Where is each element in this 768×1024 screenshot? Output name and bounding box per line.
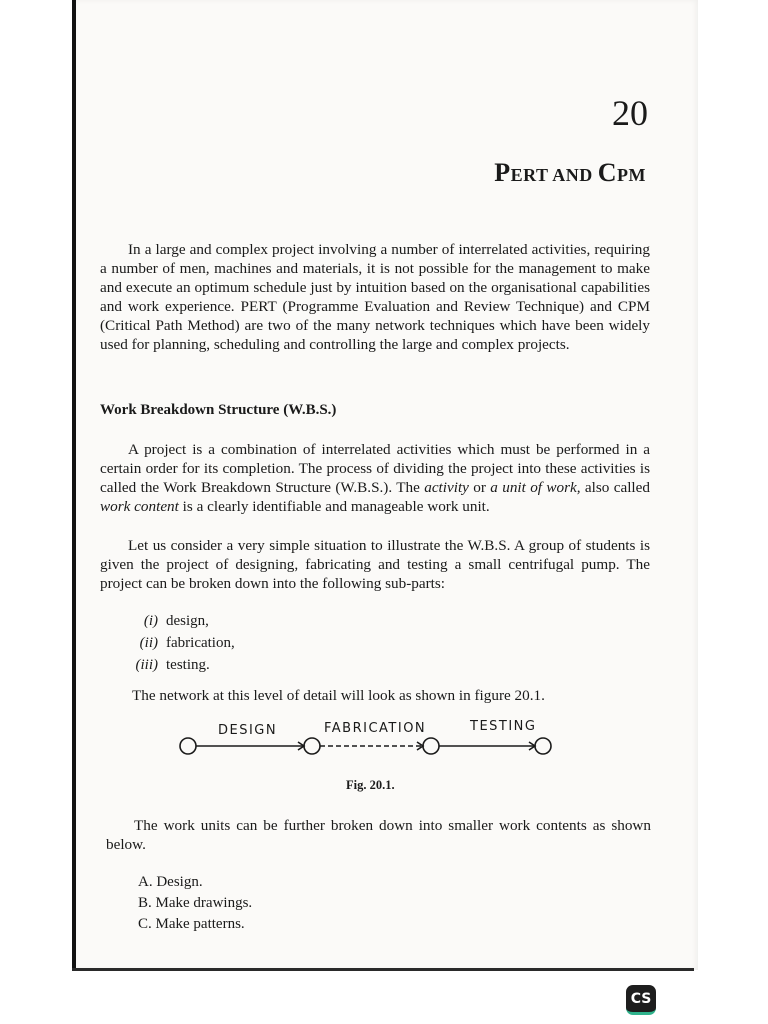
work-contents-text: The work units can be further broken down into smaller work contents as shown below. [106, 817, 651, 853]
figure-caption: Fig. 20.1. [346, 778, 395, 792]
subparts-list [128, 610, 235, 676]
list-item-number: (ii) [139, 635, 158, 651]
chapter-title-pm: PM [617, 165, 646, 185]
wbs-text-b: or [468, 479, 491, 496]
activity-label-testing: TESTING [470, 719, 537, 734]
chapter-title-rest: ERT AND [510, 165, 598, 185]
activity-label-design: DESIGN [218, 723, 278, 738]
list-item [138, 872, 252, 893]
list-item-label: Make patterns. [155, 916, 245, 932]
network-diagram [176, 708, 566, 758]
chapter-title [494, 158, 646, 188]
list-item [128, 610, 235, 632]
wbs-em-content: work content [100, 498, 179, 515]
list-item-number: (iii) [135, 657, 158, 673]
network-node [423, 738, 439, 754]
section-heading: Work Breakdown Structure (W.B.S.) [100, 402, 337, 418]
example-text: Let us consider a very simple situation to illustrate the W.B.S. A group of students is given the project of designing, fabricating and testing a small centrifugal pump. The project can be broken down into the following sub-parts: [100, 537, 650, 592]
work-contents-list [138, 872, 252, 935]
list-item [138, 893, 252, 914]
intro-text: In a large and complex project involving a number of interrelated activities, requiring a number of men, machines and materials, it is not possible for the management to make and execute an optimum schedule just by intuition based on the organisational capabilities and work experience. PERT (Programme Evaluation and Review Technique) and CPM (Critical Path Method) are two of the many network techniques which have been widely used for planning, scheduling and controlling the large and complex projects. [100, 241, 650, 353]
list-item-label: testing. [166, 657, 210, 673]
list-item-label: design, [166, 613, 209, 629]
list-item-label: fabrication, [166, 635, 235, 651]
wbs-paragraph [100, 440, 650, 516]
wbs-em-unit: a unit of work, [490, 479, 581, 496]
network-sentence: The network at this level of detail will look as shown in figure 20.1. [132, 687, 545, 704]
page-bottom-edge [72, 968, 694, 971]
camscanner-logo-icon: CS [626, 985, 656, 1015]
list-item [138, 914, 252, 935]
chapter-title-initial: P [494, 158, 511, 187]
list-item-letter: C. [138, 916, 152, 932]
chapter-title-c: C [597, 158, 618, 187]
list-item-label: Design. [156, 874, 203, 890]
wbs-em-activity: activity [424, 479, 469, 496]
list-item [128, 632, 235, 654]
list-item [128, 654, 235, 676]
wbs-text-c: also called [580, 479, 650, 496]
network-node [304, 738, 320, 754]
book-page [72, 0, 698, 970]
wbs-text-a: A project is a combination of interrelated activities which must be performed in a certain order for its completion. The process of dividing the project into these activities is called the Work Breakdown Structure (W.B.S.). The [100, 441, 650, 496]
list-item-letter: A. [138, 874, 153, 890]
work-contents-paragraph [106, 816, 651, 854]
wbs-text-d: is a clearly identifiable and manageable work unit. [178, 498, 490, 515]
activity-label-fabrication: FABRICATION [324, 721, 427, 736]
network-node [535, 738, 551, 754]
example-paragraph [100, 536, 650, 593]
chapter-number: 20 [612, 93, 648, 133]
list-item-letter: B. [138, 895, 152, 911]
intro-paragraph [100, 240, 650, 354]
list-item-label: Make drawings. [155, 895, 253, 911]
list-item-number: (i) [143, 613, 158, 629]
network-node [180, 738, 196, 754]
wbs-text [100, 440, 650, 516]
